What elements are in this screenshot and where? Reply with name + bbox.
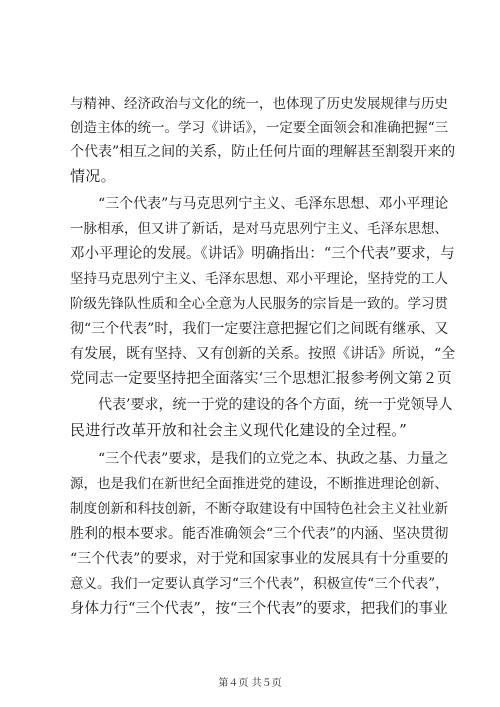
text-line: 意义。我们一定要认真学习“三个代表”，积极宣传“三个代表”，	[70, 576, 449, 592]
text-line: 阶级先锋队性质和全心全意为人民服务的宗旨是一致的。学习贯	[70, 296, 448, 312]
text-line: “三个代表”要求，是我们的立党之本、执政之基、力量之	[70, 451, 449, 467]
text-line: “三个代表”与马克思列宁主义、毛泽东思想、邓小平理论	[70, 196, 449, 212]
page-number-footer: 第４页 共５页	[218, 678, 282, 689]
text-line: 个代表”相互之间的关系，防止任何片面的理解甚至割裂开来的	[70, 144, 456, 160]
text-line: 民进行改革开放和社会主义现代化建设的全过程。”	[70, 421, 408, 439]
text-line: 源，也是我们在新世纪全面推进党的建设，不断推进理论创新、	[70, 476, 448, 492]
text-line: 与精神、经济政治与文化的统一，也体现了历史发展规律与历史	[70, 96, 448, 112]
text-line: 邓小平理论的发展。《讲话》明确指出：“三个代表”要求，与	[70, 246, 455, 262]
text-line: 胜利的根本要求。能否准确领会“三个代表”的内涵、坚决贯彻	[70, 526, 449, 542]
text-line: 创造主体的统一。学习《讲话》，一定要全面领会和准确把握“三	[70, 120, 449, 136]
text-line: 党同志一定要坚持把全面落实‘三个思想汇报参考例文第２页	[70, 371, 452, 387]
text-line: 制度创新和科技创新，不断夺取建设有中国特色社会主义社业新	[70, 501, 448, 517]
text-line: 情况。	[70, 167, 116, 185]
text-line: “三个代表”的要求，对于党和国家事业的发展具有十分重要的	[70, 551, 449, 567]
text-line: 一脉相承，但又讲了新话，是对马克思列宁主义、毛泽东思想、	[70, 221, 448, 237]
text-line: 彻“三个代表”时，我们一定要注意把握它们之间既有继承、又	[70, 321, 449, 337]
text-line: 身体力行“三个代表”，按“三个代表”的要求，把我们的事业	[70, 601, 448, 617]
text-line: 代表’要求，统一于党的建设的各个方面，统一于党领导人	[70, 397, 453, 413]
text-line: 有发展，既有坚持、又有创新的关系。按照《讲话》所说，“全	[70, 346, 456, 362]
text-line: 坚持马克思列宁主义、毛泽东思想、邓小平理论，坚持党的工人	[70, 271, 448, 287]
